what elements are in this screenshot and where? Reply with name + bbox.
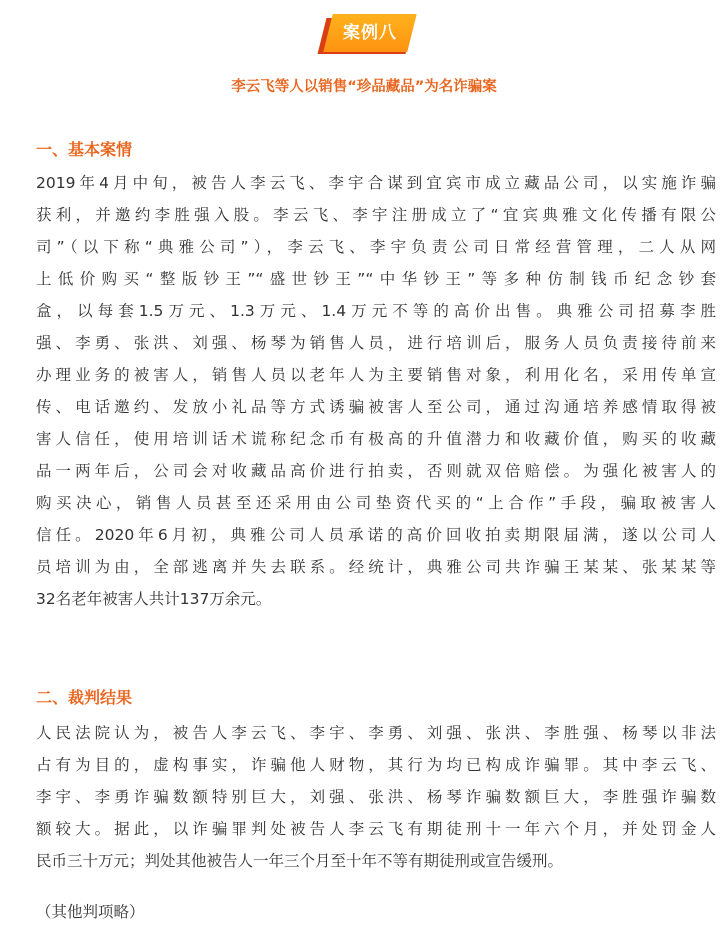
section-body-verdict [36,717,716,877]
text-line: 员培训为由，全部逃离并失去联系。经统计，典雅公司共诈骗王某某、张某某等 [36,558,716,576]
section-heading-basic-facts: 一、基本案情 [36,140,133,159]
case-title: 李云飞等人以销售“珍品藏品”为名诈骗案 [231,79,497,95]
text-line: 获利，并邀约李胜强入股。李云飞、李宇注册成立了“宜宾典雅文化传播有限公 [36,206,716,224]
text-line: 占有为目的，虚构事实，诈骗他人财物，其行为均已构成诈骗罪。其中李云飞、 [36,756,716,774]
text-line: 司”（以下称“典雅公司”），李云飞、李宇负责公司日常经营管理，二人从网 [36,238,716,256]
text-line: 盒，以每套1.5万元、1.3万元、1.4万元不等的高价出售。典雅公司招募李胜 [36,302,716,320]
text-line: 传、电话邀约、发放小礼品等方式诱骗被害人至公司，通过沟通培养感情取得被 [36,398,716,416]
text-line: 额较大。据此，以诈骗罪判处被告人李云飞有期徒刑十一年六个月，并处罚金人 [36,820,716,838]
text-line: 人民法院认为，被告人李云飞、李宇、李勇、刘强、张洪、李胜强、杨琴以非法 [36,724,716,742]
badge-label: 案例八 [343,23,397,43]
text-line: 李宇、李勇诈骗数额特别巨大，刘强、张洪、杨琴诈骗数额巨大，李胜强诈骗数 [36,788,716,806]
text-line: 强、李勇、张洪、刘强、杨琴为销售人员，进行培训后，服务人员负责接待前来 [36,334,716,352]
text-line: 信任。2020年6月初，典雅公司人员承诺的高价回收拍卖期限届满，遂以公司人 [36,526,716,544]
section-body-basic-facts [36,167,716,615]
text-line: 品一两年后，公司会对收藏品高价进行拍卖，否则就双倍赔偿。为强化被害人的 [36,462,716,480]
text-line: 32名老年被害人共计137万余元。 [36,590,272,608]
other-rulings-note: （其他判项略） [36,903,145,921]
case-badge [0,12,728,60]
text-line: 办理业务的被害人，销售人员以老年人为主要销售对象，利用化名，采用传单宣 [36,366,716,384]
text-line: 民币三十万元；判处其他被告人一年三个月至十年不等有期徒刑或宣告缓刑。 [36,852,564,870]
section-heading-verdict: 二、裁判结果 [36,688,133,707]
text-line: 2019年4月中旬，被告人李云飞、李宇合谋到宜宾市成立藏品公司，以实施诈骗 [36,174,716,192]
text-line: 害人信任，使用培训话术谎称纪念币有极高的升值潜力和收藏价值，购买的收藏 [36,430,716,448]
text-line: 购买决心，销售人员甚至还采用由公司垫资代买的“上合作”手段，骗取被害人 [36,494,716,512]
text-line: 上低价购买“整版钞王”“盛世钞王”“中华钞王”等多种仿制钱币纪念钞套 [36,270,716,288]
